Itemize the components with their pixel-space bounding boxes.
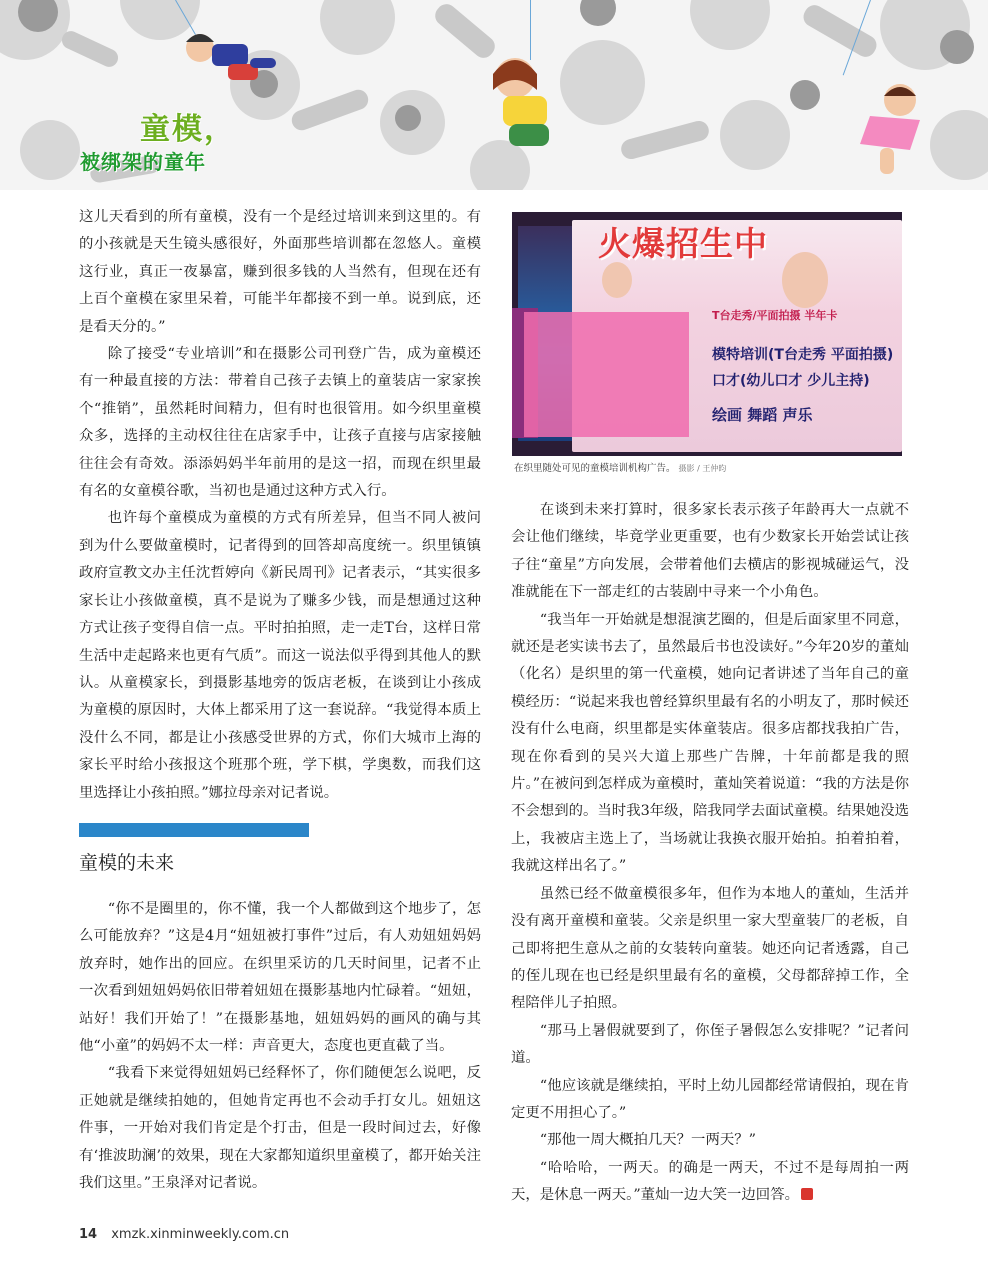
poster-headline: 火爆招生中	[598, 224, 768, 263]
paragraph	[511, 1155, 909, 1210]
section-divider-bar	[79, 823, 309, 837]
paragraph-text: “哈哈哈，一两天。的确是一两天，不过不是每周拍一两天，是休息一两天。”董灿一边大笑一边回答。	[511, 1159, 909, 1204]
paragraph: “你不是圈里的，你不懂，我一个人都做到这个地步了，怎么可能放弃？”这是4月“妞妞被打事件”过后，有人劝妞妞妈妈放弃时，她作出的回应。在织里采访的几天时间里，记者不止一次看到妞妞妈妈依旧带着妞妞在摄影基地内忙碌着。“妞妞，站好！我们开始了！”在摄影基地，妞妞妈妈的画风的确与其他“小童”的妈妈不太一样：声音更大，态度也更直截了当。	[79, 901, 481, 1055]
photo-credit: 摄影 / 王仲昀	[678, 464, 727, 473]
paragraph: “那他一周大概拍几天？一两天？”	[539, 1132, 756, 1149]
dancing-girl-illustration	[820, 70, 940, 180]
poster-text: 绘画 舞蹈 声乐	[712, 406, 813, 424]
left-column-top	[79, 204, 481, 807]
paragraph: 虽然已经不做童模很多年，但作为本地人的董灿，生活并没有离开童模和童装。父亲是织里一家大型童装厂的老板，自己即将把生意从之前的女装转向童装。她还向记者透露，自己的侄儿现在也已经是织里最有名的童模，父母都辞掉工作，全程陪伴儿子拍照。	[511, 885, 909, 1012]
header-illustration	[0, 0, 988, 190]
right-column	[511, 497, 909, 1210]
paragraph: 这儿天看到的所有童模，没有一个是经过培训来到这里的。有的小孩就是天生镜头感很好，外面那些培训都在忽悠人。童模这行业，真正一夜暴富，赚到很多钱的人当然有，但现在还有上百个童模在家里呆着，可能半年都接不到一单。说到底，还是看天分的。”	[79, 209, 481, 335]
paragraph: “我当年一开始就是想混演艺圈的，但是后面家里不同意，就还是老实读书去了，虽然最后书也没读好。”今年20岁的董灿（化名）是织里的第一代童模，她向记者讲述了当年自己的童模经历：“说起来我也曾经算织里最有名的小明友了，那时候还没有什么电商，织里都是实体童装店。很多店都找我拍广告，现在你看到的吴兴大道上那些广告牌，十年前都是我的照片。”在被问到怎样成为童模时，董灿笑着说道：“我的方法是你不会想到的。当时我3年级，陪我同学去面试童模。结果她没选上，我被店主选上了，当场就让我换衣服开始拍。拍着拍着，我就这样出名了。”	[511, 611, 909, 875]
child-model-face	[782, 252, 828, 308]
feature-subtitle: 被绑架的童年	[80, 150, 206, 174]
paragraph: 除了接受“专业培训”和在摄影公司刊登广告，成为童模还有一种最直接的方法：带着自己孩子去镇上的童装店一家家挨个“推销”，虽然耗时间精力，但有时也很管用。如今织里童模众多，选择的主动权往往在店家手中，让孩子直接与店家接触往往会有奇效。添添妈妈半年前用的是这一招，而现在织里最有名的女童模谷歌，当初也是通过这种方式入行。	[79, 346, 481, 500]
photo-caption	[514, 460, 726, 474]
website-url[interactable]: xmzk.xinminweekly.com.cn	[111, 1227, 290, 1242]
caption-text: 在织里随处可见的童模培训机构广告。	[514, 463, 676, 474]
paragraph: “那马上暑假就要到了，你侄子暑假怎么安排呢？”记者问道。	[511, 1022, 909, 1067]
paragraph: 在谈到未来打算时，很多家长表示孩子年龄再大一点就不会让他们继续，毕竟学业更重要，也有少数家长开始尝试让孩子往“童星”方向发展，会带着他们去横店的影视城碰运气，没准就能在下一部走红的古装剧中寻来一个小角色。	[511, 502, 909, 601]
poster-text: 口才(幼儿口才 少儿主持)	[712, 373, 870, 389]
section-heading: 童模的未来	[79, 852, 175, 874]
training-ad-photo	[512, 212, 902, 456]
flying-boy-illustration	[170, 20, 280, 110]
child-model-face	[602, 262, 632, 298]
feature-title: 童模，	[140, 112, 236, 147]
page-number: 14	[79, 1227, 98, 1242]
paragraph: “我看下来觉得妞妞妈已经释怀了，你们随便怎么说吧，反正她就是继续拍她的，但她肯定再也不会动手打女儿。妞妞这件事，一开始对我们肯定是个打击，但是一段时间过去，好像有‘推波助澜’的效果，现在大家都知道织里童模了，都开始关注我们这里。”王泉泽对记者说。	[79, 1065, 481, 1192]
poster-text: 模特培训(T台走秀 平面拍摄)	[712, 347, 894, 363]
poster-text: T台走秀/平面拍摄 半年卡	[712, 309, 838, 322]
offer-panel	[524, 312, 689, 437]
article-end-icon	[801, 1188, 813, 1200]
swinging-girl-illustration	[475, 50, 585, 160]
page-footer	[79, 1227, 289, 1242]
paragraph: “他应该就是继续拍，平时上幼儿园都经常请假拍，现在肯定更不用担心了。”	[511, 1077, 909, 1121]
paragraph: 也许每个童模成为童模的方式有所差异，但当不同人被问到为什么要做童模时，记者得到的回答却高度统一。织里镇镇政府宣教文办主任沈哲婷向《新民周刊》记者表示，“其实很多家长让小孩做童模，真不是说为了赚多少钱，而是想通过这种方式让孩子变得自信一点。平时拍拍照，走一走T台，这样日常生活中走起路来也更有气质”。而这一说法似乎得到其他人的默认。从童模家长，到摄影基地旁的饭店老板，在谈到让小孩成为童模的原因时，大体上都采用了这一套说辞。“我觉得本质上没什么不同，都是让小孩感受世界的方式，你们大城市上海的家长平时给小孩报这个班那个班，学下棋，学奥数，而我们这里选择让小孩拍照。”娜拉母亲对记者说。	[79, 510, 481, 801]
left-column-bottom	[79, 896, 481, 1197]
